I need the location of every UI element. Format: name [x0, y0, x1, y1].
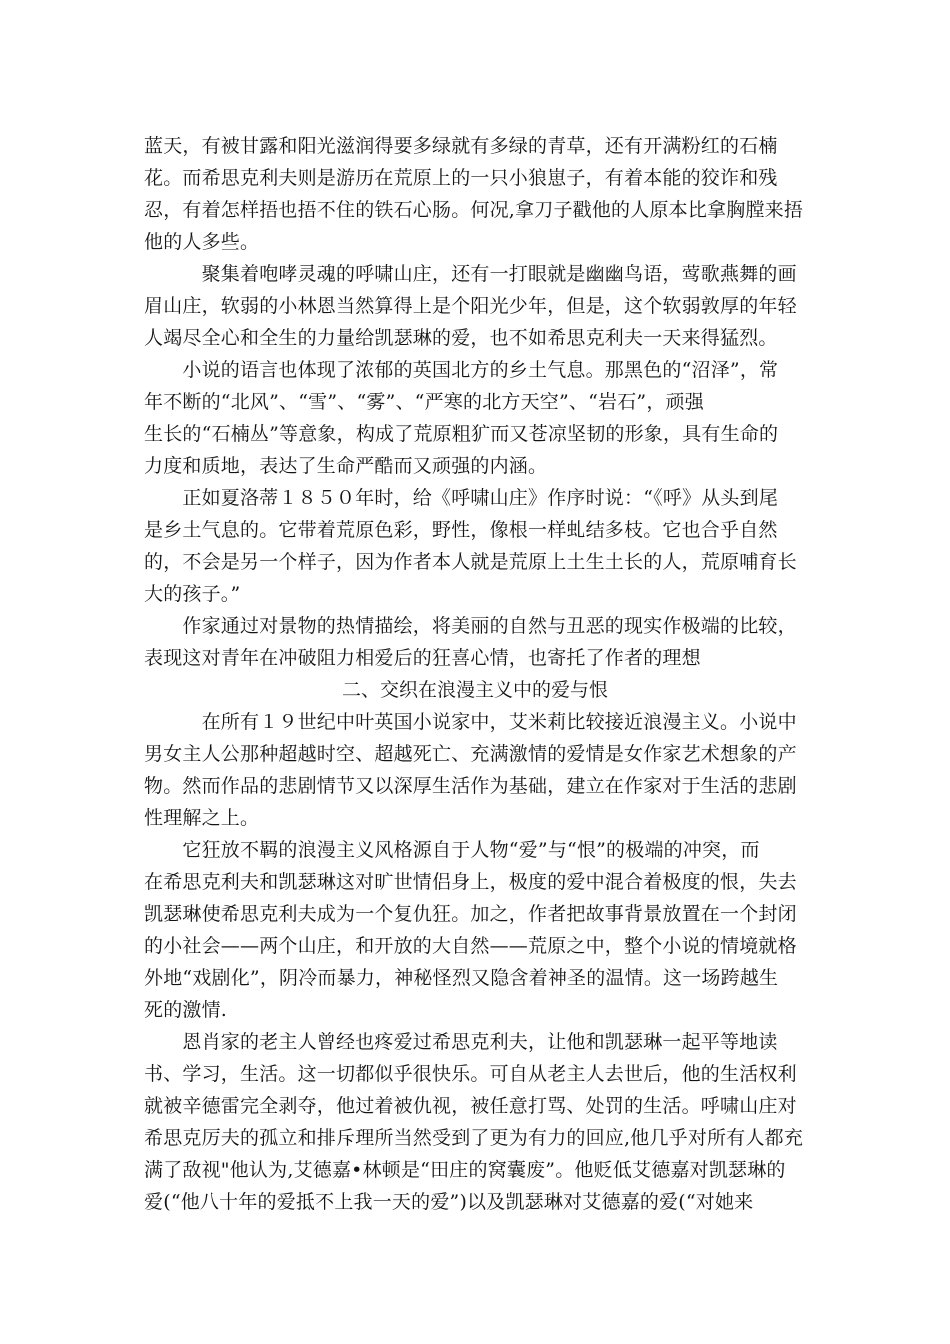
- text-line: 凯瑟琳使希思克利夫成为一个复仇狂。加之，作者把故事背景放置在一个封闭: [144, 903, 797, 925]
- text-line: 力度和质地，表达了生命严酷而又顽强的内涵。: [144, 455, 548, 477]
- text-line: 忍，有着怎样捂也捂不住的铁石心肠。何况,拿刀子戳他的人原本比拿胸膛来捂: [144, 199, 804, 221]
- text-line: 正如夏洛蒂１８５０年时，给《呼啸山庄》作序时说：“《呼》从头到尾: [144, 487, 779, 509]
- text-line: 爱(“他八十年的爱抵不上我一天的爱”)以及凯瑟琳对艾德嘉的爱(“对她来: [144, 1191, 754, 1213]
- text-line: 死的激情.: [144, 999, 228, 1021]
- text-line: 花。而希思克利夫则是游历在荒原上的一只小狼崽子，有着本能的狡诈和残: [144, 167, 778, 189]
- text-line: 作家通过对景物的热情描绘，将美丽的自然与丑恶的现实作极端的比较，: [144, 615, 797, 637]
- text-line: 性理解之上。: [144, 807, 260, 829]
- text-line: 书、学习，生活。这一切都似乎很快乐。可自从老主人去世后，他的生活权利: [144, 1063, 797, 1085]
- text-line: 就被辛德雷完全剥夺，他过着被仇视，被任意打骂、处罚的生活。呼啸山庄对: [144, 1095, 797, 1117]
- section-title: 二、交织在浪漫主义中的爱与恨: [341, 679, 608, 701]
- text-line: 在所有１９世纪中叶英国小说家中，艾米莉比较接近浪漫主义。小说中: [144, 711, 797, 733]
- text-line: 男女主人公那种超越时空、超越死亡、充满激情的爱情是女作家艺术想象的产: [144, 743, 797, 765]
- text-line: 在希思克利夫和凯瑟琳这对旷世情侣身上，极度的爱中混合着极度的恨，失去: [144, 871, 797, 893]
- text-line: 聚集着咆哮灵魂的呼啸山庄，还有一打眼就是幽幽鸟语，莺歌燕舞的画: [144, 263, 797, 285]
- text-line: 的，不会是另一个样子，因为作者本人就是荒原上土生土长的人，荒原哺育长: [144, 551, 797, 573]
- text-line: 的小社会——两个山庄，和开放的大自然——荒原之中，整个小说的情境就格: [144, 935, 797, 957]
- text-line: 眉山庄，软弱的小林恩当然算得上是个阳光少年，但是，这个软弱敦厚的年轻: [144, 295, 797, 317]
- text-line: 是乡土气息的。它带着荒原色彩，野性，像根一样虬结多枝。它也合乎自然: [144, 519, 778, 541]
- text-line: 蓝天，有被甘露和阳光滋润得要多绿就有多绿的青草，还有开满粉红的石楠: [144, 135, 778, 157]
- text-line: 外地“戏剧化”，阴冷而暴力，神秘怪烈又隐含着神圣的温情。这一场跨越生: [144, 967, 779, 989]
- text-line: 满了敌视"他认为,艾德嘉•林顿是“田庄的窝囊废”。他贬低艾德嘉对凯瑟琳的: [144, 1159, 786, 1181]
- text-line: 物。然而作品的悲剧情节又以深厚生活作为基础，建立在作家对于生活的悲剧: [144, 775, 797, 797]
- text-line: 年不断的“北风”、“雪”、“雾”、“严寒的北方天空”、“岩石”，顽强: [144, 391, 704, 413]
- text-line: 他的人多些。: [144, 231, 260, 253]
- text-line: 大的孩子。”: [144, 583, 241, 605]
- text-line: 小说的语言也体现了浓郁的英国北方的乡土气息。那黑色的“沼泽”，常: [144, 359, 779, 381]
- text-line: 生长的“石楠丛”等意象，构成了荒原粗犷而又苍凉坚韧的形象，具有生命的: [144, 423, 779, 445]
- text-line: 恩肖家的老主人曾经也疼爱过希思克利夫，让他和凯瑟琳一起平等地读: [144, 1031, 778, 1053]
- text-line: 它狂放不羁的浪漫主义风格源自于人物“爱”与“恨”的极端的冲突，而: [144, 839, 760, 861]
- text-line: 希思克厉夫的孤立和排斥理所当然受到了更为有力的回应,他几乎对所有人都充: [144, 1127, 804, 1149]
- text-line: 表现这对青年在冲破阻力相爱后的狂喜心情，也寄托了作者的理想: [144, 647, 701, 669]
- text-line: 人竭尽全心和全生的力量给凯瑟琳的爱，也不如希思克利夫一天来得猛烈。: [144, 327, 778, 349]
